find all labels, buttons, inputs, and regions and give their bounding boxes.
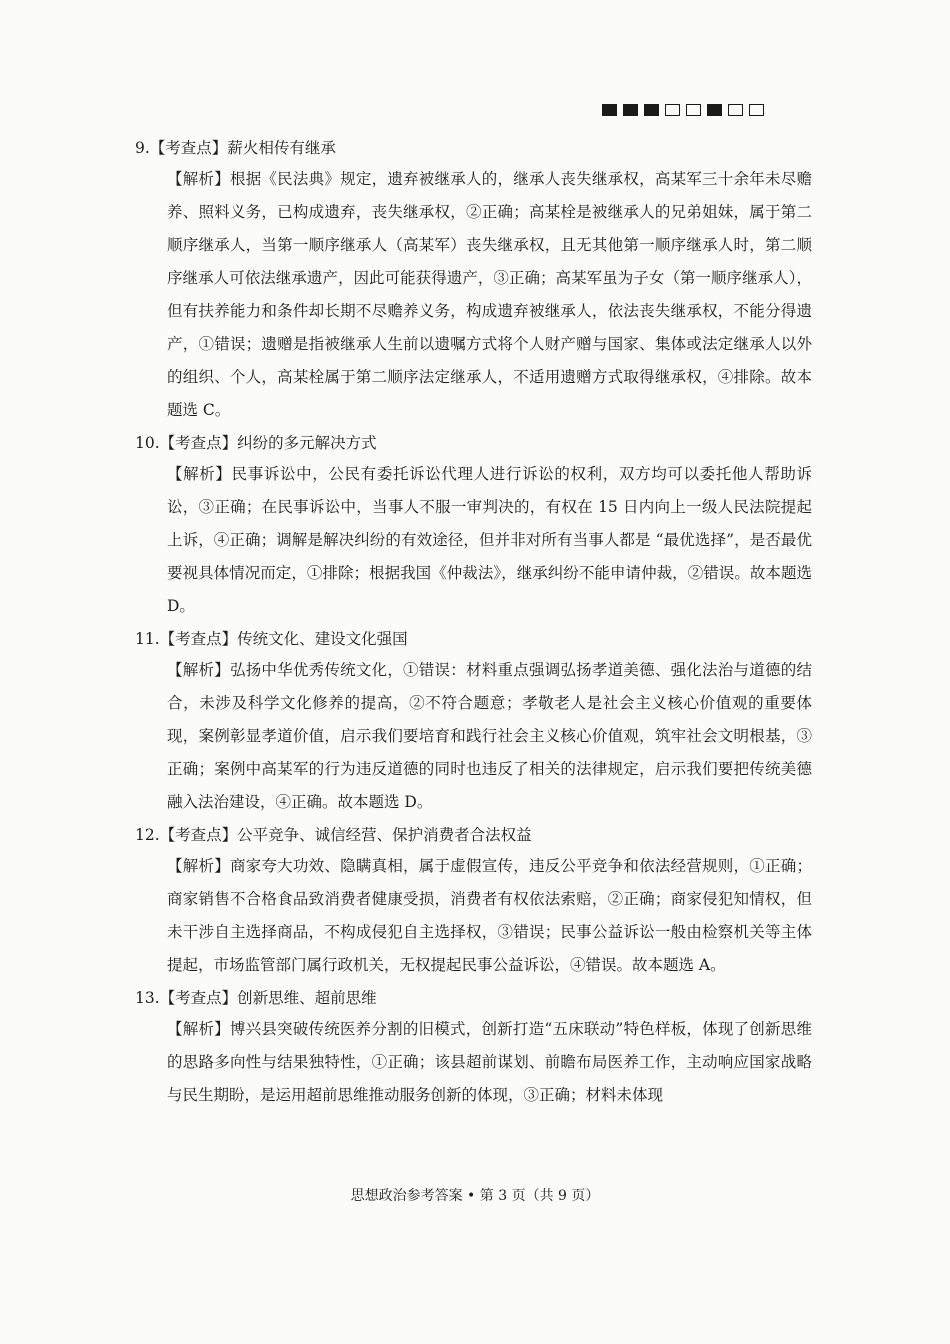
topic-tag: 【考查点】	[159, 826, 238, 844]
question-heading	[0, 984, 950, 1013]
question-topic: 薪火相传有继承	[227, 139, 336, 157]
page-marker-square	[623, 104, 638, 116]
question-item	[0, 984, 950, 1112]
page-marker-square	[707, 104, 722, 116]
page-footer: 思想政治参考答案 • 第 3 页（共 9 页）	[350, 1188, 600, 1204]
question-number: 9.	[135, 139, 150, 157]
question-item	[0, 625, 950, 819]
question-heading	[0, 821, 950, 850]
question-item	[0, 821, 950, 982]
question-item	[0, 429, 950, 623]
page-marker-square	[728, 104, 743, 116]
question-analysis	[0, 1013, 812, 1112]
question-heading	[0, 429, 950, 458]
question-heading	[0, 134, 950, 163]
question-analysis	[0, 163, 812, 427]
topic-tag: 【考查点】	[159, 630, 238, 648]
analysis-tag: 【解析】	[167, 1020, 230, 1038]
page-marker-square	[665, 104, 680, 116]
question-item	[0, 134, 950, 427]
question-number: 10.	[135, 434, 160, 452]
question-analysis	[0, 850, 812, 982]
question-number: 13.	[135, 989, 160, 1007]
question-analysis	[0, 458, 812, 623]
question-topic: 创新思维、超前思维	[237, 989, 377, 1007]
analysis-tag: 【解析】	[167, 661, 230, 679]
question-heading	[0, 625, 950, 654]
page-marker-square	[686, 104, 701, 116]
analysis-tag: 【解析】	[167, 170, 230, 188]
analysis-text: 民事诉讼中，公民有委托诉讼代理人进行诉讼的权利，双方均可以委托他人帮助诉讼，③正确；在民事诉讼中，当事人不服一审判决的，有权在 15 日内向上一级人民法院提起上诉，④正确；调解是解决纠纷的有效途径，但并非对所有当事人都是 “最优选择”，是否最优要视具体情况而定，①排除；根据我国《仲裁法》，继承纠纷不能申请仲裁，②错误。故本题选 D。	[167, 465, 812, 615]
page-marker-squares	[602, 104, 764, 116]
question-analysis	[0, 654, 812, 819]
analysis-text: 博兴县突破传统医养分割的旧模式，创新打造“五床联动”特色样板，体现了创新思维的思路多向性与结果独特性，①正确；该县超前谋划、前瞻布局医养工作，主动响应国家战略与民生期盼，是运用超前思维推动服务创新的体现，③正确；材料未体现	[167, 1020, 812, 1104]
question-number: 12.	[135, 826, 160, 844]
topic-tag: 【考查点】	[159, 989, 238, 1007]
analysis-tag: 【解析】	[167, 857, 230, 875]
analysis-tag: 【解析】	[167, 465, 232, 483]
topic-tag: 【考查点】	[149, 139, 228, 157]
topic-tag: 【考查点】	[159, 434, 238, 452]
question-topic: 传统文化、建设文化强国	[237, 630, 408, 648]
question-number: 11.	[135, 630, 160, 648]
analysis-text: 弘扬中华优秀传统文化，①错误：材料重点强调弘扬孝道美德、强化法治与道德的结合，未涉及科学文化修养的提高，②不符合题意；孝敬老人是社会主义核心价值观的重要体现，案例彰显孝道价值，启示我们要培育和践行社会主义核心价值观，筑牢社会文明根基，③正确；案例中高某军的行为违反道德的同时也违反了相关的法律规定，启示我们要把传统美德融入法治建设，④正确。故本题选 D。	[167, 661, 812, 811]
page-marker-square	[644, 104, 659, 116]
question-topic: 纠纷的多元解决方式	[237, 434, 377, 452]
answer-content	[0, 134, 950, 1114]
question-topic: 公平竞争、诚信经营、保护消费者合法权益	[237, 826, 532, 844]
analysis-text: 商家夸大功效、隐瞒真相，属于虚假宣传，违反公平竞争和依法经营规则，①正确；商家销售不合格食品致消费者健康受损，消费者有权依法索赔，②正确；商家侵犯知情权，但未干涉自主选择商品，不构成侵犯自主选择权，③错误；民事公益诉讼一般由检察机关等主体提起，市场监管部门属行政机关，无权提起民事公益诉讼，④错误。故本题选 A。	[167, 857, 812, 974]
page-marker-square	[602, 104, 617, 116]
analysis-text: 根据《民法典》规定，遗弃被继承人的，继承人丧失继承权，高某军三十余年未尽赡养、照料义务，已构成遗弃，丧失继承权，②正确；高某栓是被继承人的兄弟姐妹，属于第二顺序继承人，当第一顺序继承人（高某军）丧失继承权，且无其他第一顺序继承人时，第二顺序继承人可依法继承遗产，因此可能获得遗产，③正确；高某军虽为子女（第一顺序继承人），但有扶养能力和条件却长期不尽赡养义务，构成遗弃被继承人，依法丧失继承权，不能分得遗产，①错误；遗赠是指被继承人生前以遗嘱方式将个人财产赠与国家、集体或法定继承人以外的组织、个人，高某栓属于第二顺序法定继承人，不适用遗赠方式取得继承权，④排除。故本题选 C。	[167, 170, 812, 419]
page-marker-square	[749, 104, 764, 116]
